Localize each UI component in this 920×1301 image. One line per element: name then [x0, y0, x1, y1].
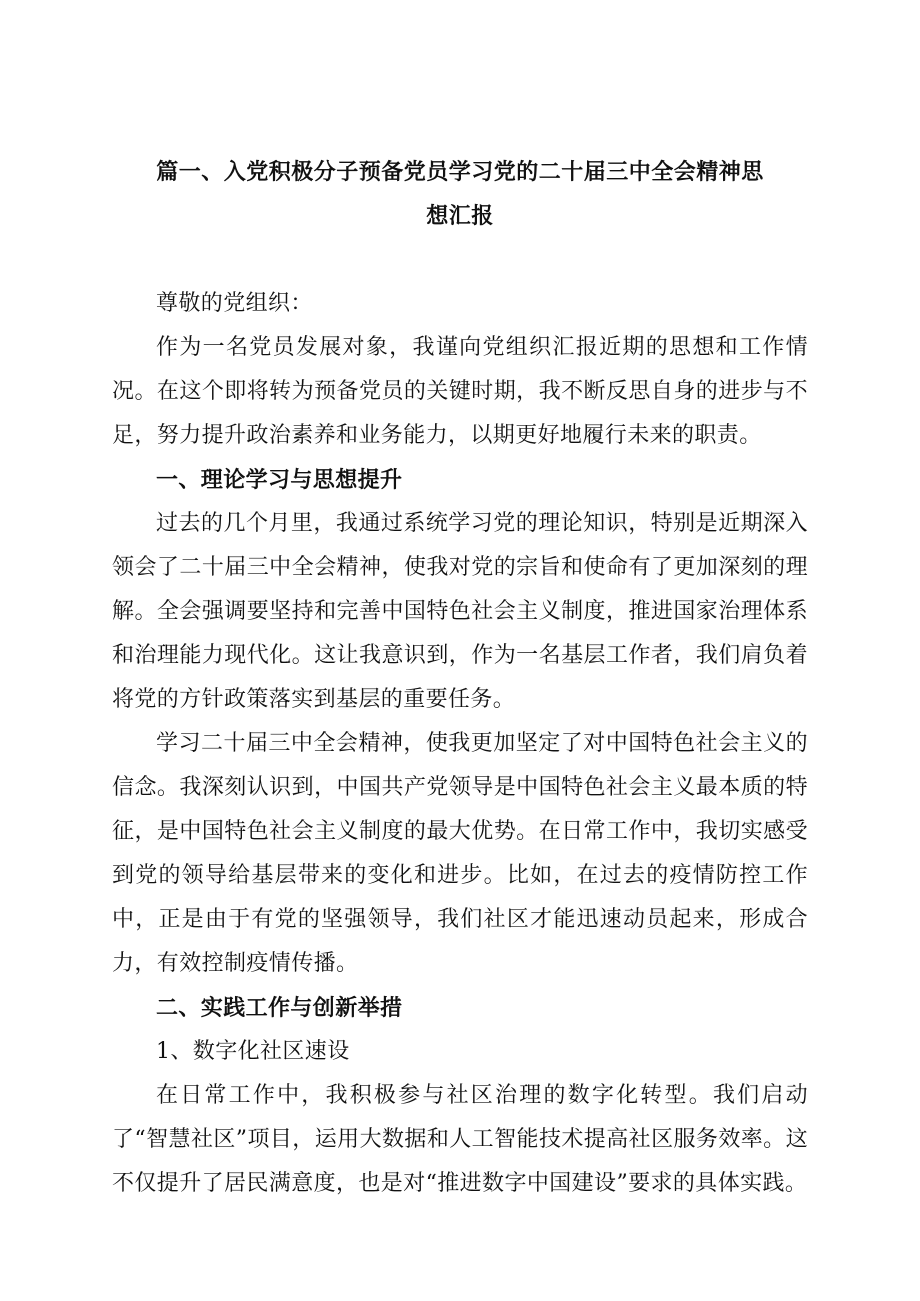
paragraph-digital: 在日常工作中，我积极参与社区治理的数字化转型。我们启动了“智慧社区”项目，运用大数据和人工智能技术提高社区服务效率。这不仅提升了居民满意度，也是对“推进数字中国建设”要求的具体实践。	[112, 1083, 808, 1196]
paragraph-theory-2: 学习二十届三中全会精神，使我更加坚定了对中国特色社会主义的信念。我深刻认识到，中国共产党领导是中国特色社会主义最本质的特征，是中国特色社会主义制度的最大优势。在日常工作中，我切实感受到党的领导给基层带来的变化和进步。比如，在过去的疫情防控工作中，正是由于有党的坚强领导，我们社区才能迅速动员起来，形成合力，有效控制疫情传播。	[112, 731, 808, 976]
title-line-2: 想汇报	[426, 203, 494, 229]
section-heading-theory: 一、理论学习与思想提升	[156, 467, 403, 493]
subsection-heading-digital: 1、数字化社区速设	[156, 1039, 350, 1064]
salutation: 尊敬的党组织：	[156, 291, 313, 316]
paragraph-intro: 作为一名党员发展对象，我谨向党组织汇报近期的思想和工作情况。在这个即将转为预备党员的关键时期，我不断反思自身的进步与不足，努力提升政治素养和业务能力，以期更好地履行未来的职责。	[112, 335, 808, 448]
paragraph-theory-1: 过去的几个月里，我通过系统学习党的理论知识，特别是近期深入领会了二十届三中全会精神，使我对党的宗旨和使命有了更加深刻的理解。全会强调要坚持和完善中国特色社会主义制度，推进国家治理体系和治理能力现代化。这让我意识到，作为一名基层工作者，我们肩负着将党的方针政策落实到基层的重要任务。	[112, 511, 808, 712]
document-body	[112, 282, 808, 1206]
title-line-1: 篇一、入党积极分子预备党员学习党的二十届三中全会精神思	[156, 159, 764, 185]
document-title	[112, 150, 808, 238]
section-heading-practice: 二、实践工作与创新举措	[156, 995, 403, 1021]
